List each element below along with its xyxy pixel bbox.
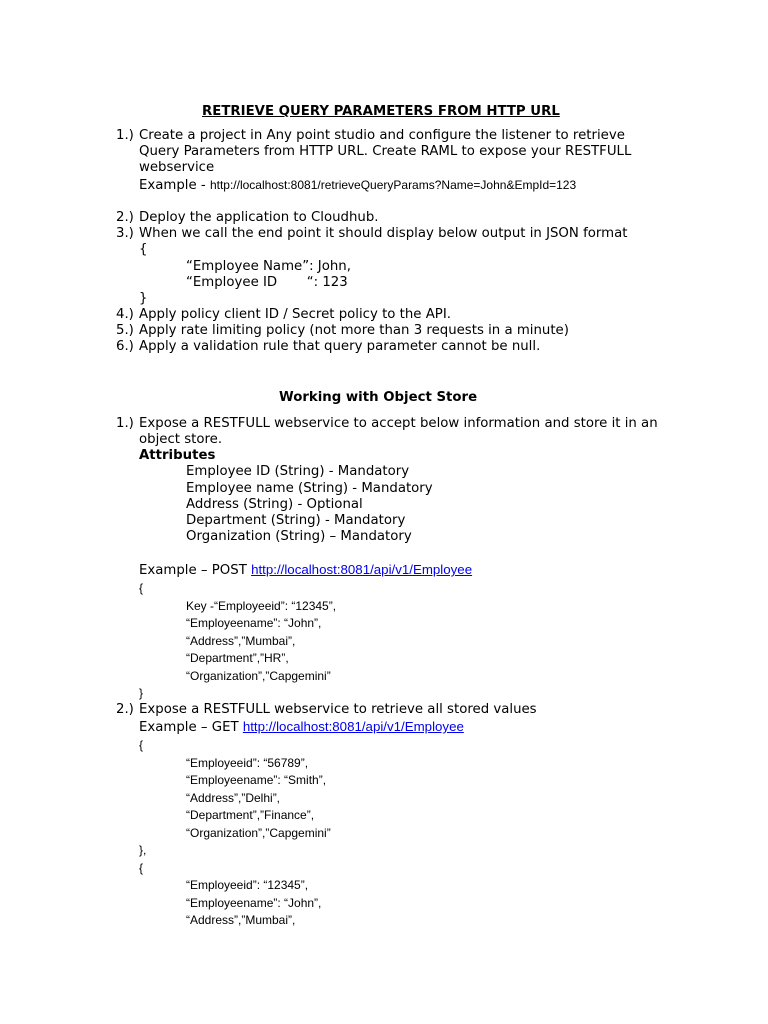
get-url-link[interactable]: http://localhost:8081/api/v1/Employee [242,719,464,734]
list-item-text: Expose a RESTFULL webservice to accept below information and store it in an [139,416,658,431]
attribute-item: Organization (String) – Mandatory [186,529,412,544]
list-item-text: webservice [139,160,215,175]
list-item-text: Create a project in Any point studio and configure the listener to retrieve [139,128,625,143]
example-label: Example - [139,178,210,193]
json-line: “Address”,”Mumbai”, [186,913,296,927]
list-number: 2.) [116,210,134,225]
json-close-brace: }, [139,843,147,857]
section1-title: RETRIEVE QUERY PARAMETERS FROM HTTP URL [202,104,560,119]
json-line: “Department”,”Finance”, [186,808,315,822]
list-number: 6.) [116,339,134,354]
json-line: “Employeeid”: “12345”, [186,878,309,892]
json-open-brace: { [139,738,144,752]
list-number: 1.) [116,416,134,431]
json-line: “Employeename”: “Smith”, [186,773,327,787]
json-line: “Employee ID “: 123 [186,275,348,290]
json-line: “Organization”,”Capgemini” [186,669,331,683]
list-item-text: Apply a validation rule that query parameter cannot be null. [139,339,541,354]
example-line [139,562,472,579]
list-item-text: When we call the end point it should display below output in JSON format [139,226,628,241]
list-item-text: Expose a RESTFULL webservice to retrieve all stored values [139,702,537,717]
json-open-brace: { [139,861,144,875]
attribute-item: Address (String) - Optional [186,497,363,512]
json-line: Key -“Employeeid”: “12345”, [186,599,337,613]
post-url-link[interactable]: http://localhost:8081/api/v1/Employee [251,562,473,577]
list-number: 4.) [116,307,134,322]
json-line: “Address”,”Delhi”, [186,791,281,805]
json-close-brace: } [139,291,148,306]
list-item-text: Deploy the application to Cloudhub. [139,210,379,225]
json-line: “Employeename”: “John”, [186,616,322,630]
json-open-brace: { [139,581,144,595]
list-number: 1.) [116,128,134,143]
list-item-text: Apply policy client ID / Secret policy to the API. [139,307,451,322]
attribute-item: Employee ID (String) - Mandatory [186,464,410,479]
list-item-text: Query Parameters from HTTP URL. Create RAML to expose your RESTFULL [139,144,632,159]
list-number: 2.) [116,702,134,717]
json-open-brace: { [139,242,148,257]
json-line: “Organization”,”Capgemini” [186,826,331,840]
example-line [139,719,464,736]
json-line: “Department”,”HR”, [186,651,289,665]
json-line: “Address”,”Mumbai”, [186,634,296,648]
example-url: http://localhost:8081/retrieveQueryParams?Name=John&EmpId=123 [209,178,577,192]
section2-title: Working with Object Store [279,390,478,405]
attribute-item: Employee name (String) - Mandatory [186,481,433,496]
list-number: 5.) [116,323,134,338]
attribute-item: Department (String) - Mandatory [186,513,406,528]
example-label: Example – POST [139,563,252,578]
example-line [139,177,576,194]
json-line: “Employee Name”: John, [186,259,351,274]
example-label: Example – GET [139,720,243,735]
json-line: “Employeename”: “John”, [186,896,322,910]
attributes-label: Attributes [139,448,216,463]
list-item-text: object store. [139,432,223,447]
json-close-brace: } [139,686,144,700]
list-item-text: Apply rate limiting policy (not more than 3 requests in a minute) [139,323,569,338]
json-line: “Employeeid”: “56789”, [186,756,309,770]
list-number: 3.) [116,226,134,241]
